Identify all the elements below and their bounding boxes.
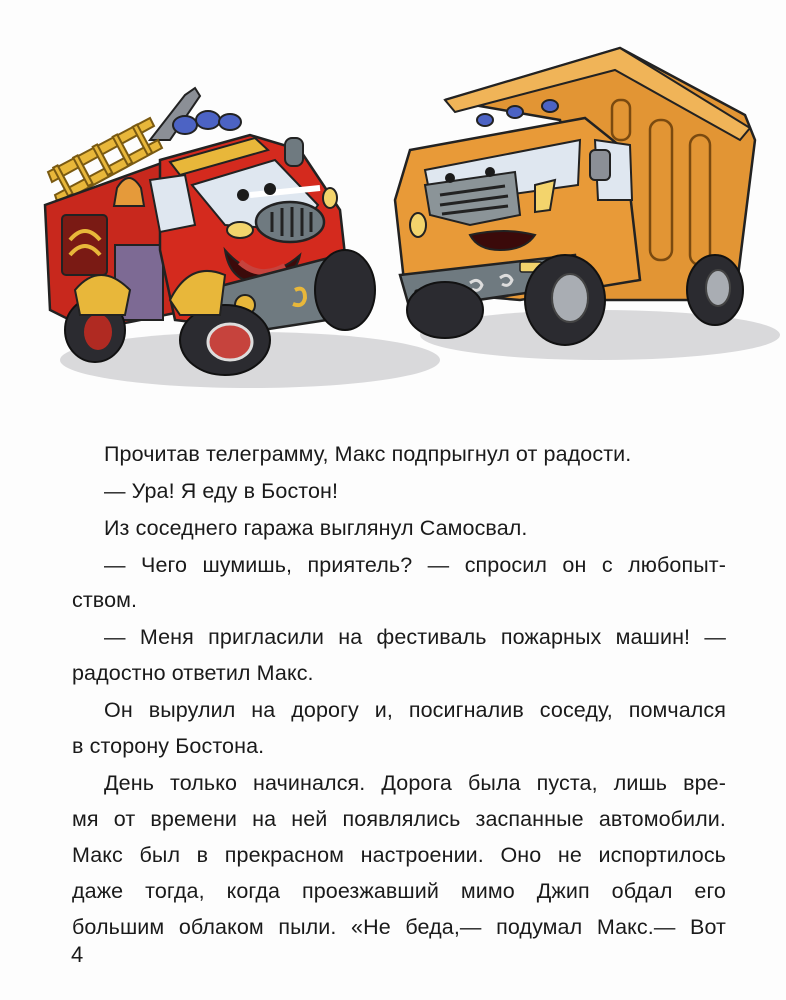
- text-line: радостно ответил Макс.: [72, 661, 314, 685]
- text-line: ством.: [72, 588, 138, 612]
- text-line: Макс был в прекрасном настроении. Оно не испортилось: [72, 843, 726, 867]
- text-line: День только начинался. Дорога была пуста, лишь вре-: [104, 771, 726, 795]
- text-line: Он вырулил на дорогу и, посигналив соседу, помчался: [104, 698, 726, 722]
- text-line: — Меня пригласили на фестиваль пожарных машин! —: [104, 625, 726, 649]
- text-line: большим облаком пыли. «Не беда,— подумал Макс.— Вот: [72, 915, 726, 939]
- illustration-fire-truck-and-dump-truck: [0, 0, 786, 410]
- dump-truck-icon: [395, 48, 755, 345]
- fire-truck-icon: [45, 88, 375, 375]
- text-line: даже тогда, когда проезжавший мимо Джип обдал его: [72, 879, 726, 903]
- text-line: мя от времени на ней появлялись заспанные автомобили.: [72, 807, 726, 831]
- text-line: Прочитав телеграмму, Макс подпрыгнул от радости.: [104, 442, 632, 466]
- text-line: в сторону Бостона.: [72, 734, 265, 758]
- text-line: — Ура! Я еду в Бостон!: [104, 479, 339, 503]
- page-number: 4: [71, 942, 84, 967]
- text-line: — Чего шумишь, приятель? — спросил он с любопыт-: [104, 553, 726, 577]
- text-line: Из соседнего гаража выглянул Самосвал.: [104, 516, 528, 540]
